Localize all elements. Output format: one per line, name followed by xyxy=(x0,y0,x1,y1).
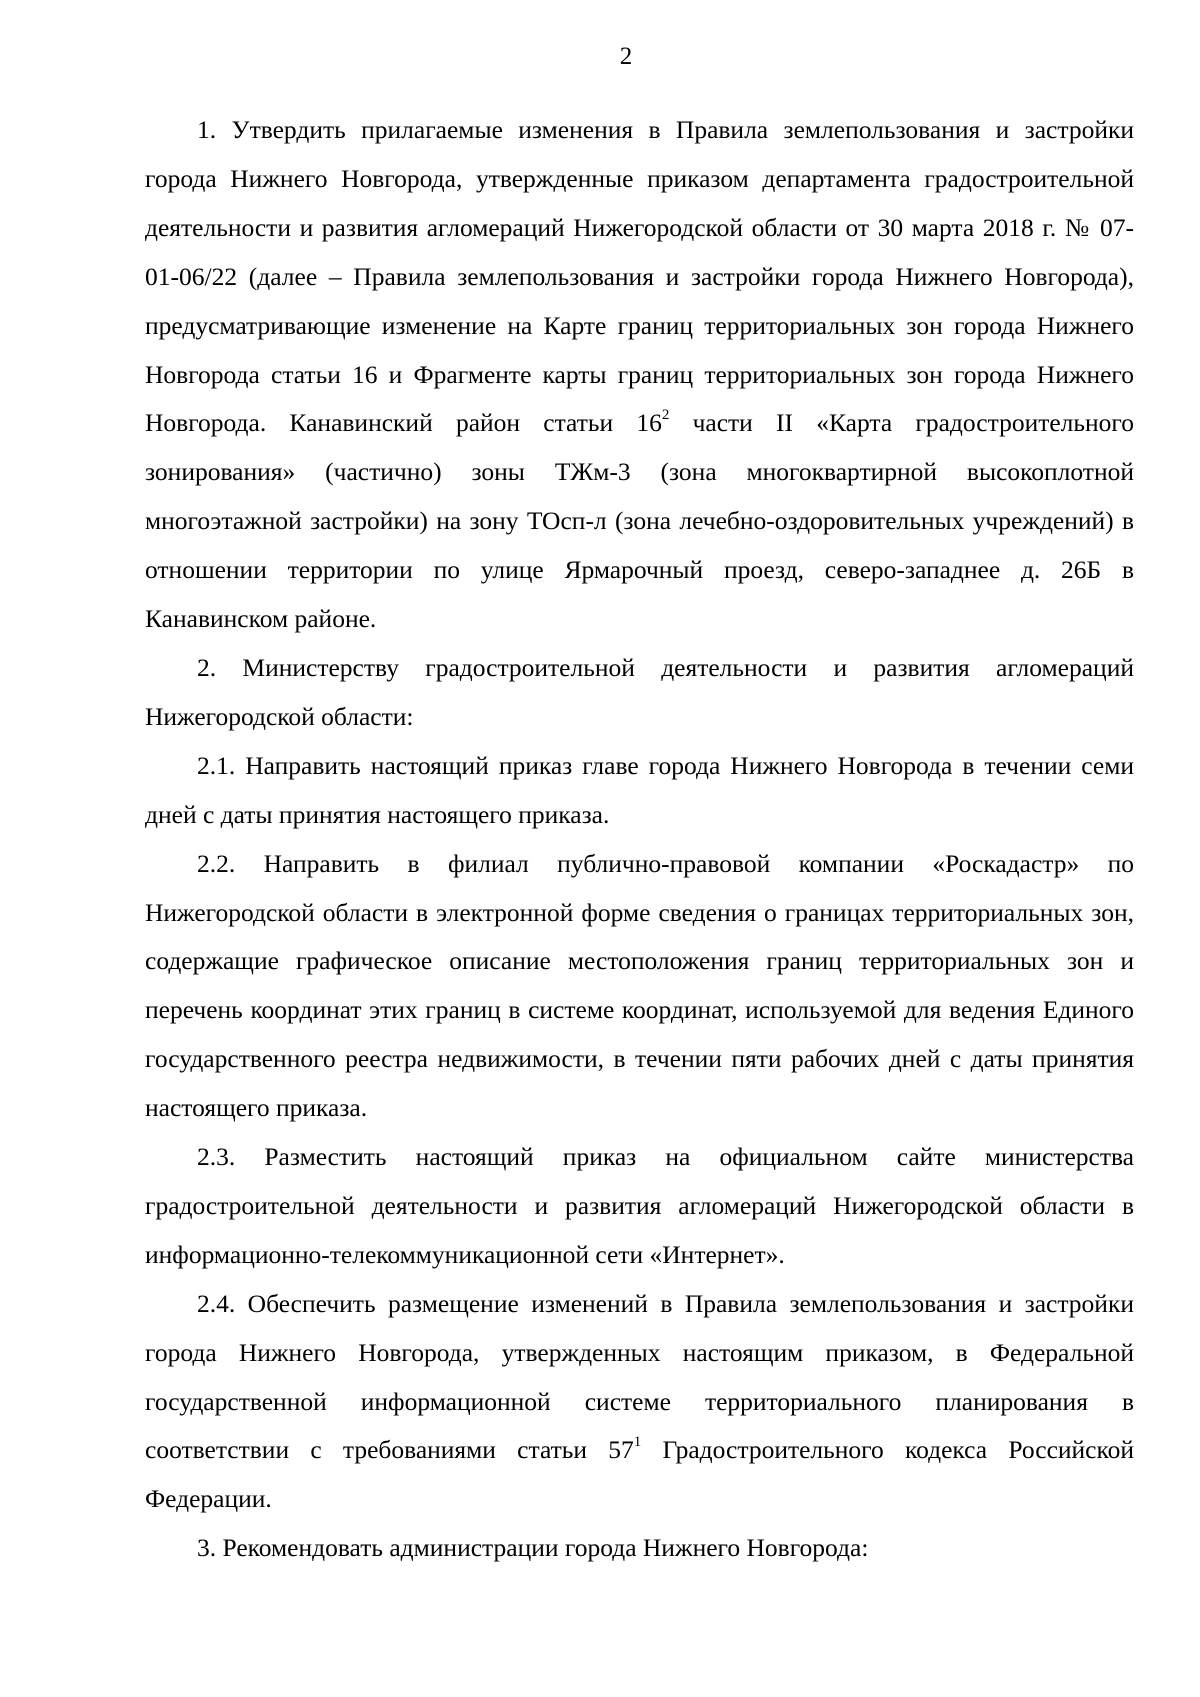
paragraph-2-2: 2.2. Направить в филиал публично-правовой компании «Роскадастр» по Нижегородской области в электронной форме сведения о границах территориальных зон, содержащие графическое описание местоположения границ территориальных зон и перечень координат этих границ в системе координат, используемой для ведения Единого государственного реестра недвижимости, в течении пяти рабочих дней с даты принятия настоящего приказа. xyxy=(145,848,1134,1123)
paragraph-3: 3. Рекомендовать администрации города Нижнего Новгорода: xyxy=(197,1533,869,1563)
page-number: 2 xyxy=(619,43,633,70)
paragraph-2-1: 2.1. Направить настоящий приказ главе города Нижнего Новгорода в течении семи дней с даты принятия настоящего приказа. xyxy=(145,750,1134,829)
paragraph-1-superscript: 2 xyxy=(661,406,670,423)
paragraph-1-text-before: 1. Утвердить прилагаемые изменения в Правила землепользования и застройки города Нижнего Новгорода, утвержденные приказом департамента градостроительной деятельности и развития агломераций Нижегородской области от 30 марта 2018 г. № 07-01-06/22 (далее – Правила землепользования и застройки города Нижнего Новгорода), предусматривающие изменение на Карте границ территориальных зон города Нижнего Новгорода статьи 16 и Фрагменте карты границ территориальных зон города Нижнего Новгорода. Канавинский район статьи 16 xyxy=(145,115,1134,438)
paragraph-1 xyxy=(145,106,1134,644)
paragraph-2: 2. Министерству градостроительной деятельности и развития агломераций Нижегородской области: xyxy=(145,652,1134,731)
paragraph-2-4-text-after: Градостроительного кодекса Российской Федерации. xyxy=(145,1435,1134,1514)
paragraph-2-4-text-before: 2.4. Обеспечить размещение изменений в Правила землепользования и застройки города Нижнего Новгорода, утвержденных настоящим приказом, в Федеральной государственной информационной системе территориального планирования в соответствии с требованиями статьи 57 xyxy=(145,1288,1134,1465)
document-body xyxy=(145,106,1134,1573)
paragraph-2-4 xyxy=(145,1280,1134,1525)
paragraph-1-text-after: части II «Карта градостроительного зонирования» (частично) зоны ТЖм-3 (зона многоквартирной высокоплотной многоэтажной застройки) на зону ТОсп-л (зона лечебно-оздоровительных учреждений) в отношении территории по улице Ярмарочный проезд, северо-западнее д. 26Б в Канавинском районе. xyxy=(145,408,1134,634)
paragraph-2-4-superscript: 1 xyxy=(633,1433,642,1450)
paragraph-2-3: 2.3. Разместить настоящий приказ на официальном сайте министерства градостроительной деятельности и развития агломераций Нижегородской области в информационно-телекоммуникационной сети «Интернет». xyxy=(145,1142,1134,1269)
